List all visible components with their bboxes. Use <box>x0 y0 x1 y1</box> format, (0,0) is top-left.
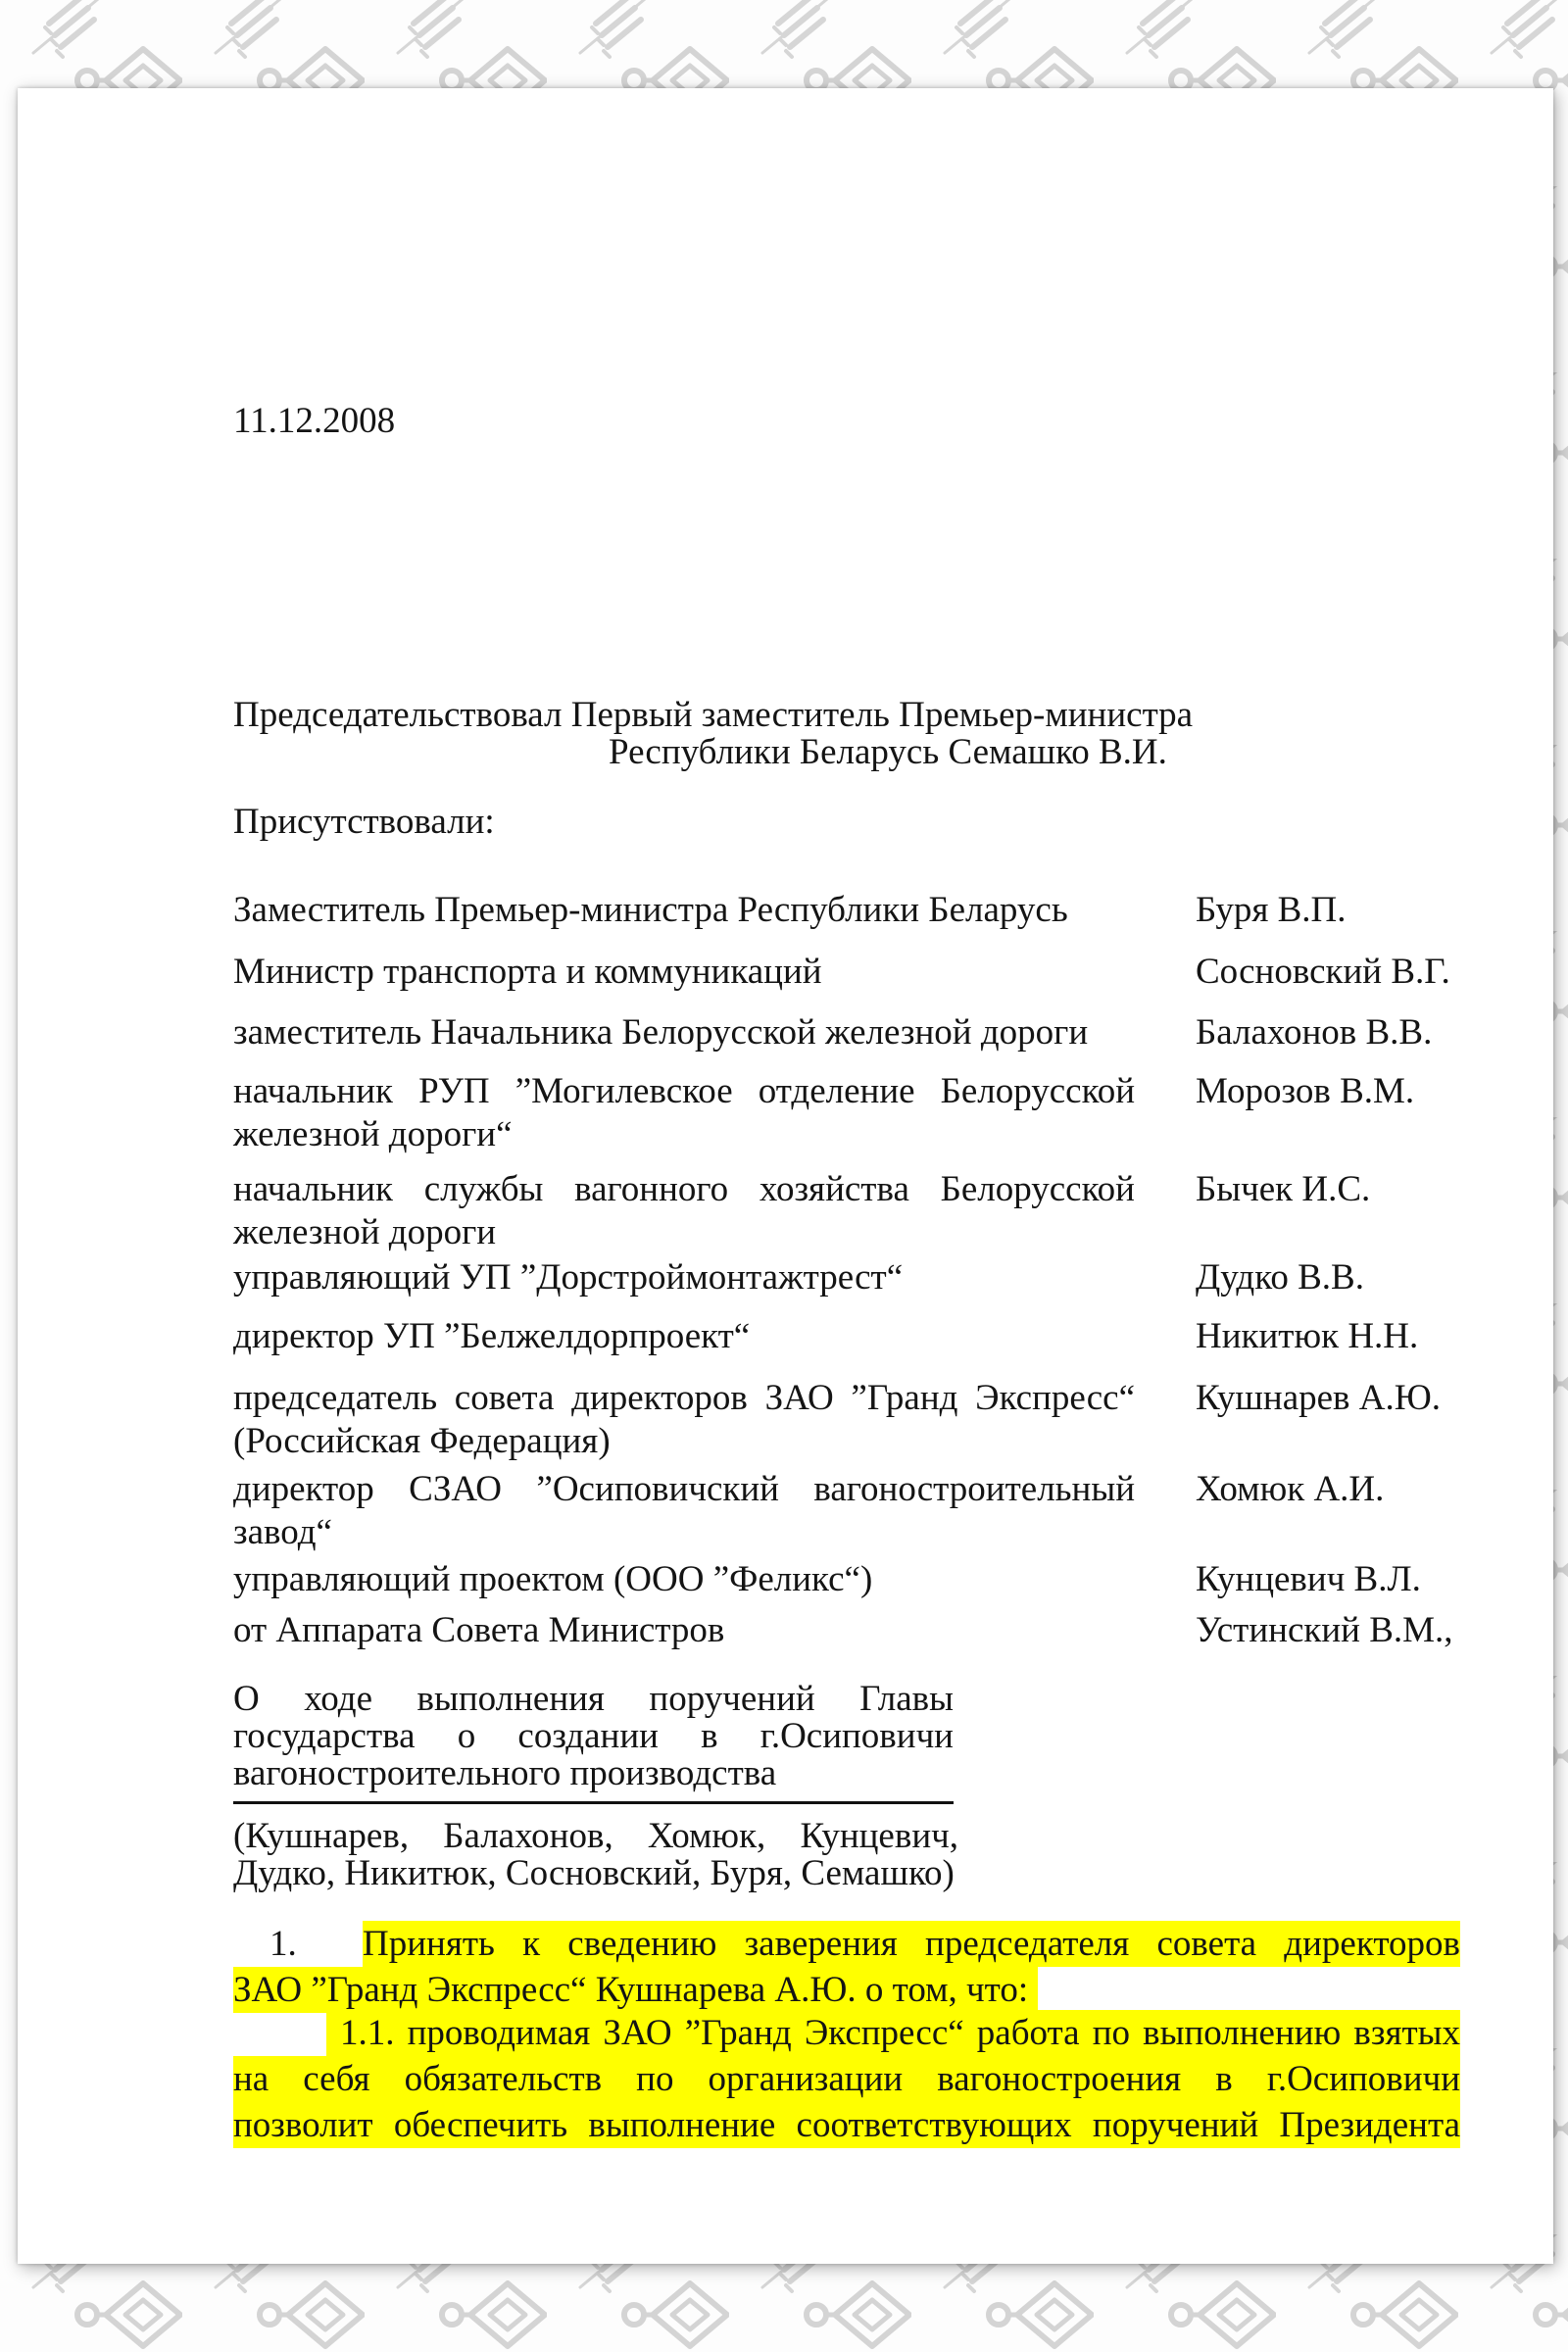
attendee-role <box>233 1609 1135 1652</box>
highlighted-text: позволит обеспечить выполнение соответствующих поручений Президента <box>233 2102 1460 2148</box>
attendee-role <box>233 1468 1135 1554</box>
document-date: 11.12.2008 <box>233 401 396 441</box>
attendee-role-line: завод“ <box>233 1512 332 1552</box>
subject-line: вагоностроительного производства <box>233 1753 777 1793</box>
attendee-role-line: заместитель Начальника Белорусской железной дороги <box>233 1012 1089 1053</box>
resolution-line <box>233 2102 1460 2148</box>
resolution-line <box>233 1921 1460 1967</box>
attendee-role <box>233 1315 1135 1358</box>
attendee-name: Никитюк Н.Н. <box>1196 1316 1419 1356</box>
attendee-name: Морозов В.М. <box>1196 1071 1415 1111</box>
attendee-role-line: от Аппарата Совета Министров <box>233 1610 725 1650</box>
attendee-role <box>233 1558 1135 1601</box>
attendee-role <box>233 1070 1135 1156</box>
highlighted-text: ЗАО ”Гранд Экспресс“ Кушнарева А.Ю. о том, что: <box>233 1967 1038 2013</box>
attendee-name: Буря В.П. <box>1196 890 1347 930</box>
participants-note-line: Дудко, Никитюк, Сосновский, Буря, Семашко) <box>233 1853 955 1893</box>
attendee-name: Устинский В.М., <box>1196 1610 1453 1650</box>
attendee-role-line: управляющий проектом (ООО ”Феликс“) <box>233 1559 873 1599</box>
attendee-role-line: железной дороги <box>233 1212 497 1252</box>
participants-note-line: (Кушнарев, Балахонов, Хомюк, Кунцевич, <box>233 1816 958 1856</box>
attendee-role-line: начальник службы вагонного хозяйства Белорусской <box>233 1169 1135 1209</box>
attendee-name: Балахонов В.В. <box>1196 1012 1433 1053</box>
attendee-role-line: Заместитель Премьер-министра Республики Беларусь <box>233 890 1068 930</box>
attendee-role-line: управляющий УП ”Дорстроймонтажтрест“ <box>233 1257 904 1298</box>
resolution-line <box>233 2056 1460 2102</box>
subject-line: О ходе выполнения поручений Главы <box>233 1679 954 1719</box>
resolution-item-number: 1. <box>270 1924 297 1964</box>
resolution-line <box>233 2010 1460 2056</box>
attendee-name: Дудко В.В. <box>1196 1257 1364 1298</box>
subject-line: государства о создании в г.Осиповичи <box>233 1716 954 1756</box>
attendee-role-line: директор СЗАО ”Осиповичский вагоностроительный <box>233 1469 1135 1509</box>
highlighted-text: Принять к сведению заверения председателя совета директоров <box>363 1921 1460 1967</box>
attendee-role-line: (Российская Федерация) <box>233 1421 611 1461</box>
attendee-role <box>233 1256 1135 1299</box>
attendee-role <box>233 951 1135 994</box>
document-page <box>18 88 1553 2264</box>
highlighted-text: 1.1. проводимая ЗАО ”Гранд Экспресс“ работа по выполнению взятых <box>326 2010 1460 2056</box>
chairman-line-2: Республики Беларусь Семашко В.И. <box>609 732 1167 772</box>
attendee-role <box>233 889 1135 932</box>
attendee-role <box>233 1011 1135 1054</box>
highlighted-text: на себя обязательств по организации вагоностроения в г.Осиповичи <box>233 2056 1460 2102</box>
attendee-name: Кунцевич В.Л. <box>1196 1559 1421 1599</box>
present-label: Присутствовали: <box>233 802 495 842</box>
attendee-name: Сосновский В.Г. <box>1196 952 1450 992</box>
attendee-role-line: председатель совета директоров ЗАО ”Гранд Экспресс“ <box>233 1378 1135 1418</box>
attendee-role-line: железной дороги“ <box>233 1114 513 1154</box>
attendee-name: Бычек И.С. <box>1196 1169 1371 1209</box>
attendee-role-line: начальник РУП ”Могилевское отделение Белорусской <box>233 1071 1135 1111</box>
resolution-line <box>233 1967 1460 2013</box>
attendee-role-line: Министр транспорта и коммуникаций <box>233 952 822 992</box>
attendee-name: Хомюк А.И. <box>1196 1469 1385 1509</box>
attendee-role <box>233 1168 1135 1254</box>
attendee-name: Кушнарев А.Ю. <box>1196 1378 1442 1418</box>
attendee-role <box>233 1377 1135 1463</box>
attendee-role-line: директор УП ”Белжелдорпроект“ <box>233 1316 751 1356</box>
subject-underline <box>233 1801 954 1804</box>
chairman-line-1: Председательствовал Первый заместитель Премьер-министра <box>233 695 1194 735</box>
